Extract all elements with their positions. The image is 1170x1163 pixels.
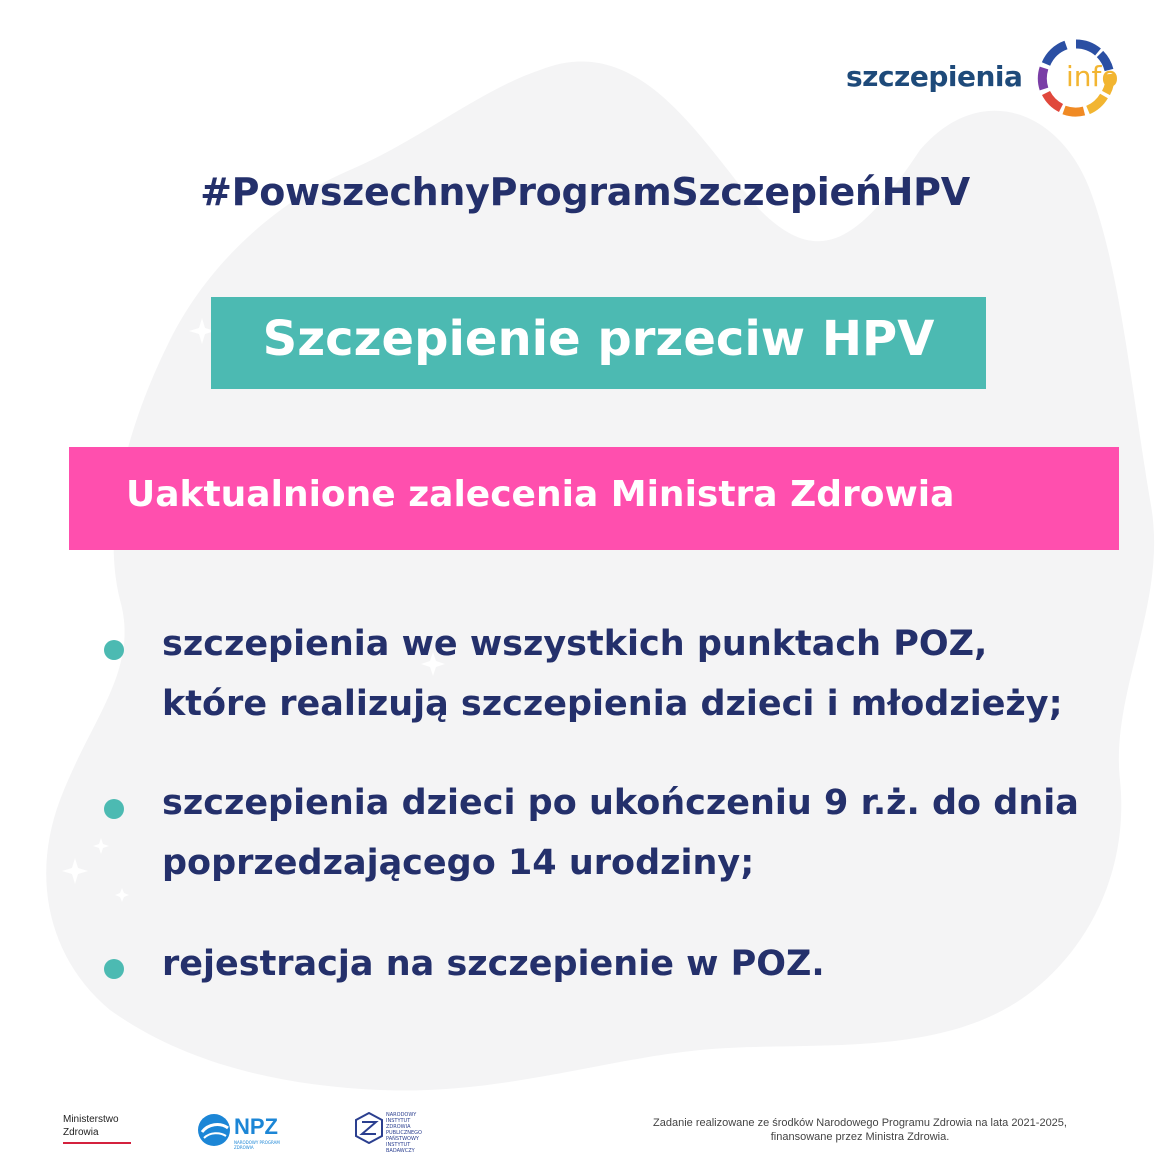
bullet-dot-1 <box>104 640 124 660</box>
npz-text: NPZ <box>234 1114 278 1139</box>
nizp-emblem-icon <box>354 1112 384 1144</box>
funding-note <box>560 1116 1100 1144</box>
nizp-logo[interactable] <box>354 1110 434 1154</box>
logo-info-text: info <box>1066 60 1119 93</box>
bullet-2-line-2: poprzedzającego 14 urodziny; <box>162 843 755 883</box>
bullet-dot-3 <box>104 959 124 979</box>
hashtag-heading: #PowszechnyProgramSzczepieńHPV <box>200 170 970 214</box>
logo-brand-text: szczepienia <box>846 60 1023 93</box>
funding-note-line-2: finansowane przez Ministra Zdrowia. <box>770 1131 950 1143</box>
npz-logo[interactable] <box>196 1110 296 1150</box>
bullet-1-line-1: szczepienia we wszystkich punktach POZ, <box>162 624 988 664</box>
ministry-line-1: Ministerstwo <box>63 1114 119 1125</box>
ministry-flag-bar <box>63 1142 131 1144</box>
ministry-line-2: Zdrowia <box>63 1127 99 1138</box>
main-title: Szczepienie przeciw HPV <box>262 311 935 367</box>
subtitle: Uaktualnione zalecenia Ministra Zdrowia <box>126 474 955 515</box>
bullet-dot-2 <box>104 799 124 819</box>
nizp-text: NARODOWY INSTYTUT ZDROWIA PUBLICZNEGO PAŃSTWOWY INSTYTUT BADAWCZY <box>386 1112 422 1154</box>
bullet-3-line-1: rejestracja na szczepienie w POZ. <box>162 944 825 984</box>
szczepienia-info-logo[interactable] <box>846 38 1136 118</box>
bullet-item-1 <box>162 614 1142 734</box>
funding-note-line-1: Zadanie realizowane ze środków Narodowego Programu Zdrowia na lata 2021-2025, <box>653 1117 1067 1129</box>
bullet-item-2 <box>162 773 1142 893</box>
npz-subtext: NARODOWY PROGRAM ZDROWIA <box>234 1140 280 1150</box>
ministry-of-health-logo[interactable] <box>63 1113 131 1144</box>
bullet-1-line-2: które realizują szczepienia dzieci i młodzieży; <box>162 684 1063 724</box>
bullet-item-3 <box>162 934 1142 994</box>
npz-globe-icon <box>196 1112 232 1148</box>
bullet-2-line-1: szczepienia dzieci po ukończeniu 9 r.ż. do dnia <box>162 783 1079 823</box>
